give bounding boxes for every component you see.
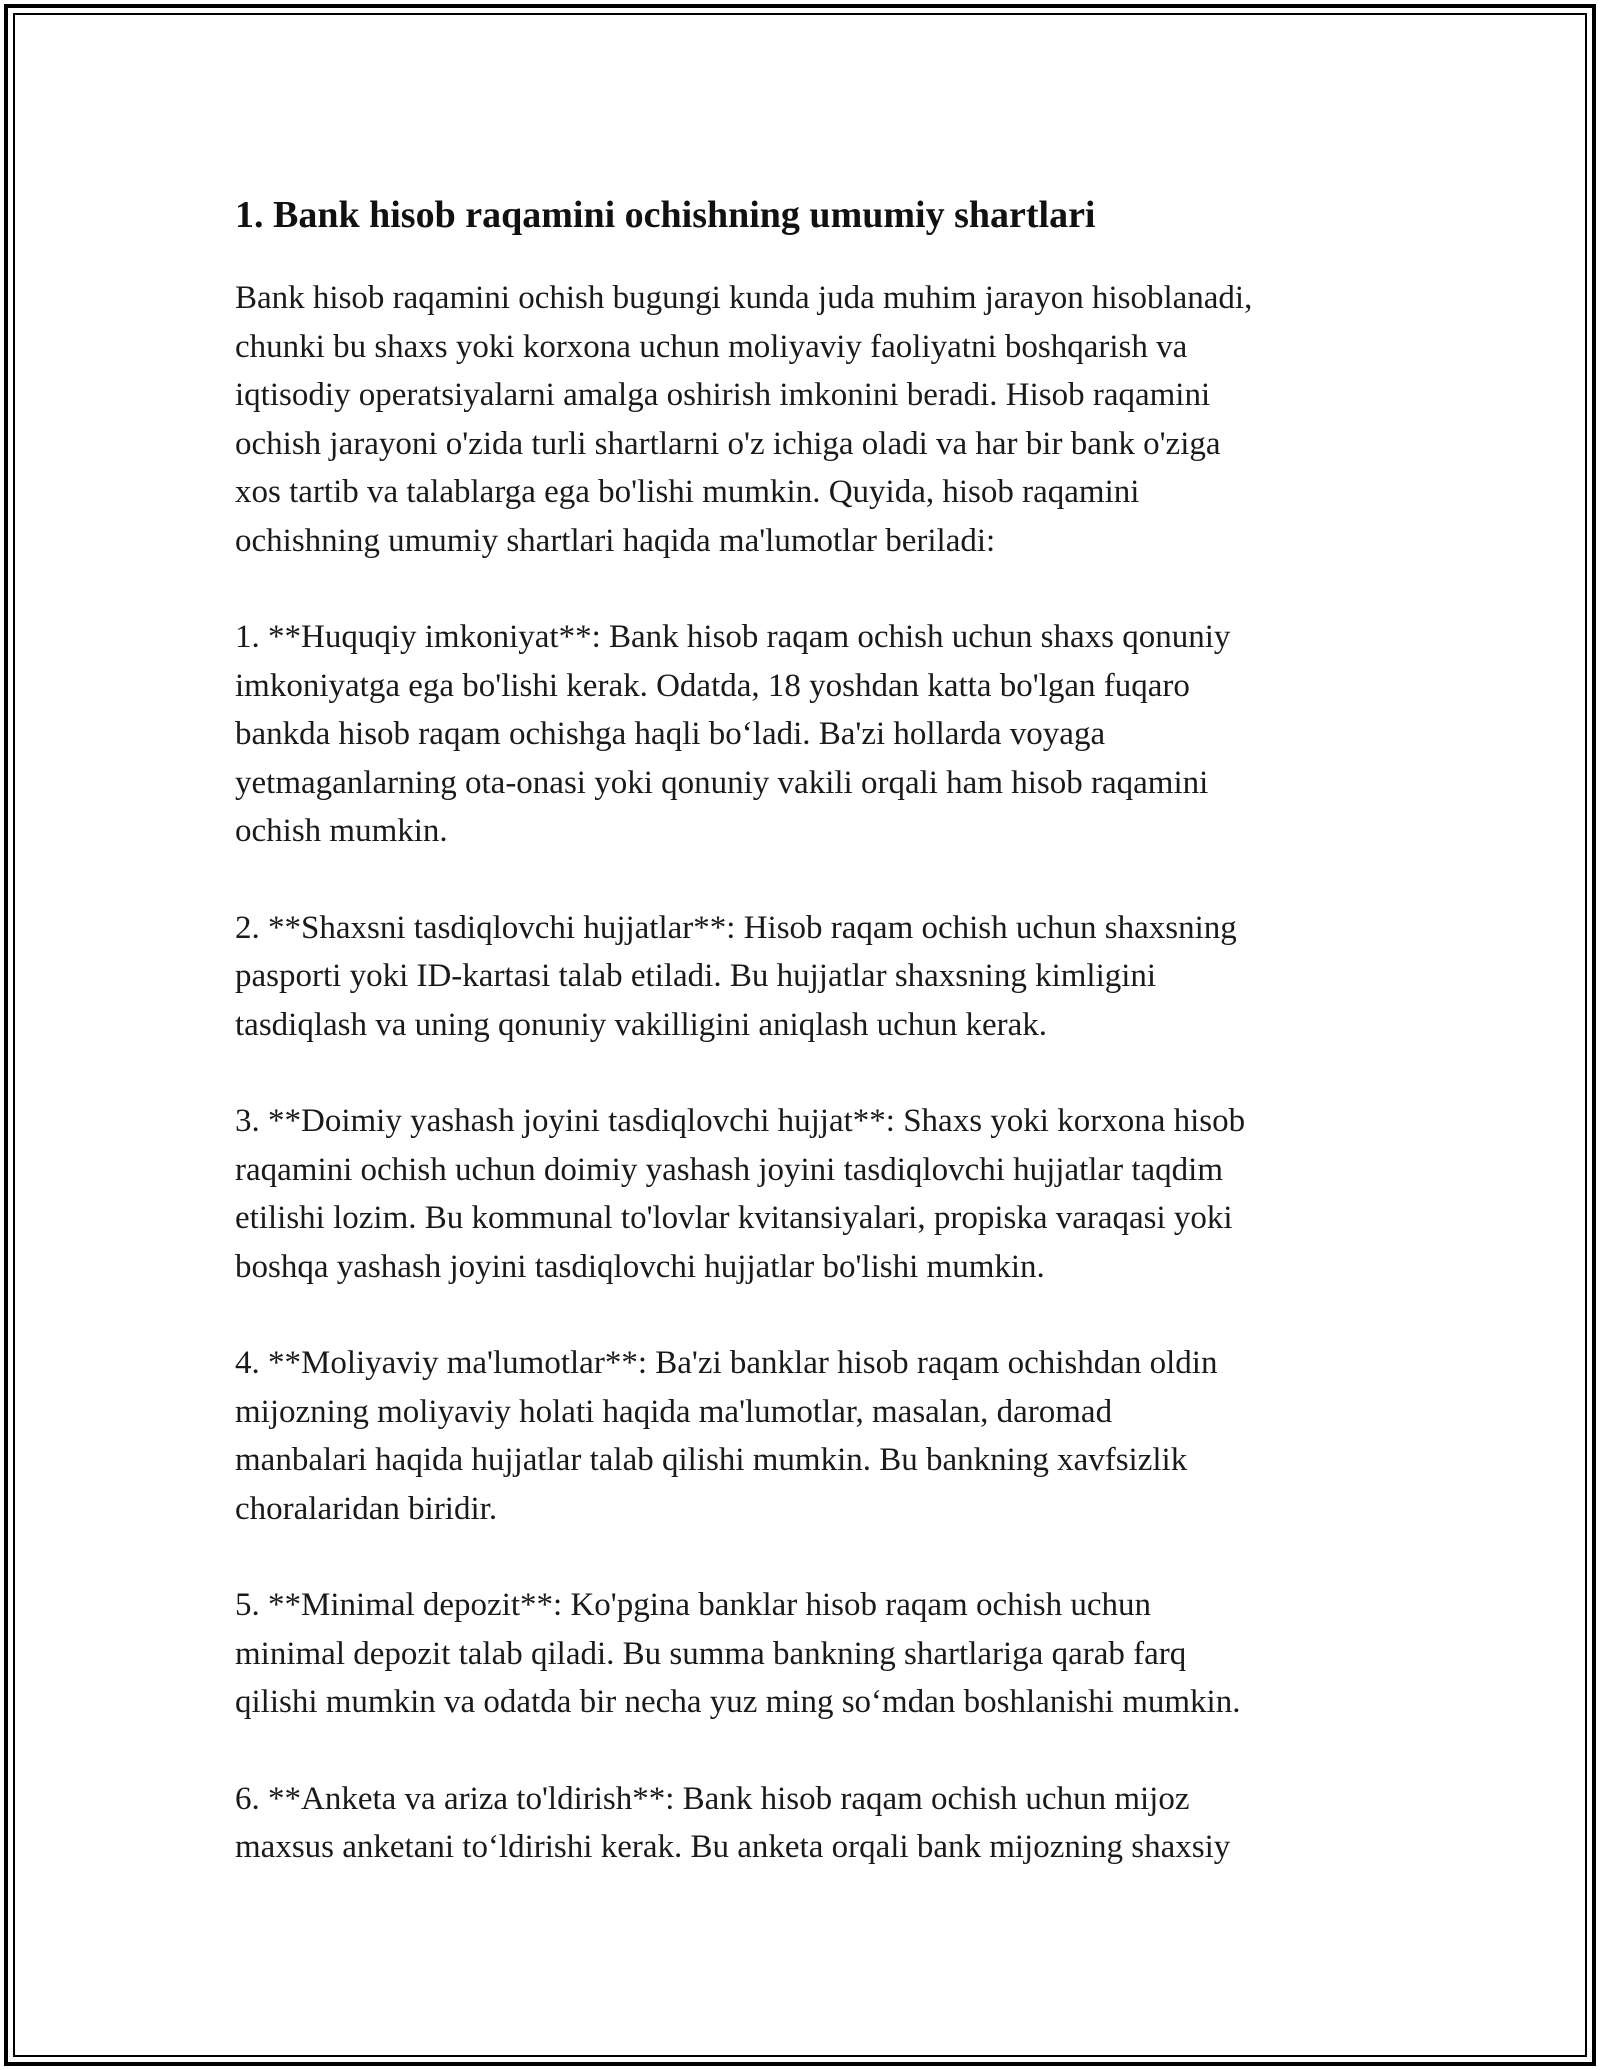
section-heading: 1. Bank hisob raqamini ochishning umumiy shartlari [235, 194, 1096, 236]
condition-1-paragraph: 1. **Huquqiy imkoniyat**: Bank hisob raqam ochish uchun shaxs qonuniy imkoniyatga ega bo'lishi kerak. Odatda, 18 yoshdan katta bo'lgan fuqaro bankda hisob raqam ochishga haqli bo‘ladi. Ba'zi hollarda voyaga yetmaganlarning ota-onasi yoki qonuniy vakili orqali ham hisob raqamini ochish mumkin. [235, 619, 1231, 849]
document-body [235, 186, 1385, 1872]
condition-2-paragraph: 2. **Shaxsni tasdiqlovchi hujjatlar**: Hisob raqam ochish uchun shaxsning pasporti yoki ID-kartasi talab etiladi. Bu hujjatlar shaxsning kimligini tasdiqlash va uning qonuniy vakilligini aniqlash uchun kerak. [235, 909, 1237, 1043]
intro-paragraph: Bank hisob raqamini ochish bugungi kunda juda muhim jarayon hisoblanadi, chunki bu shaxs yoki korxona uchun moliyaviy faoliyatni boshqarish va iqtisodiy operatsiyalarni amalga oshirish imkonini beradi. Hisob raqamini ochish jarayoni o'zida turli shartlarni o'z ichiga oladi va har bir bank o'ziga xos tartib va talablarga ega bo'lishi mumkin. Quyida, hisob raqamini ochishning umumiy shartlari haqida ma'lumotlar beriladi: [235, 280, 1253, 559]
condition-6-paragraph: 6. **Anketa va ariza to'ldirish**: Bank hisob raqam ochish uchun mijoz maxsus anketani to‘ldirishi kerak. Bu anketa orqali bank mijozning shaxsiy [235, 1780, 1231, 1865]
condition-3-paragraph: 3. **Doimiy yashash joyini tasdiqlovchi hujjat**: Shaxs yoki korxona hisob raqamini ochish uchun doimiy yashash joyini tasdiqlovchi hujjatlar taqdim etilishi lozim. Bu kommunal to'lovlar kvitansiyalari, propiska varaqasi yoki boshqa yashash joyini tasdiqlovchi hujjatlar bo'lishi mumkin. [235, 1103, 1246, 1285]
condition-5-paragraph: 5. **Minimal depozit**: Ko'pgina banklar hisob raqam ochish uchun minimal depozit talab qiladi. Bu summa bankning shartlariga qarab farq qilishi mumkin va odatda bir necha yuz ming so‘mdan boshlanishi mumkin. [235, 1587, 1241, 1720]
condition-4-paragraph: 4. **Moliyaviy ma'lumotlar**: Ba'zi banklar hisob raqam ochishdan oldin mijozning moliyaviy holati haqida ma'lumotlar, masalan, daromad manbalari haqida hujjatlar talab qilishi mumkin. Bu bankning xavfsizlik choralaridan biridir. [235, 1345, 1218, 1527]
